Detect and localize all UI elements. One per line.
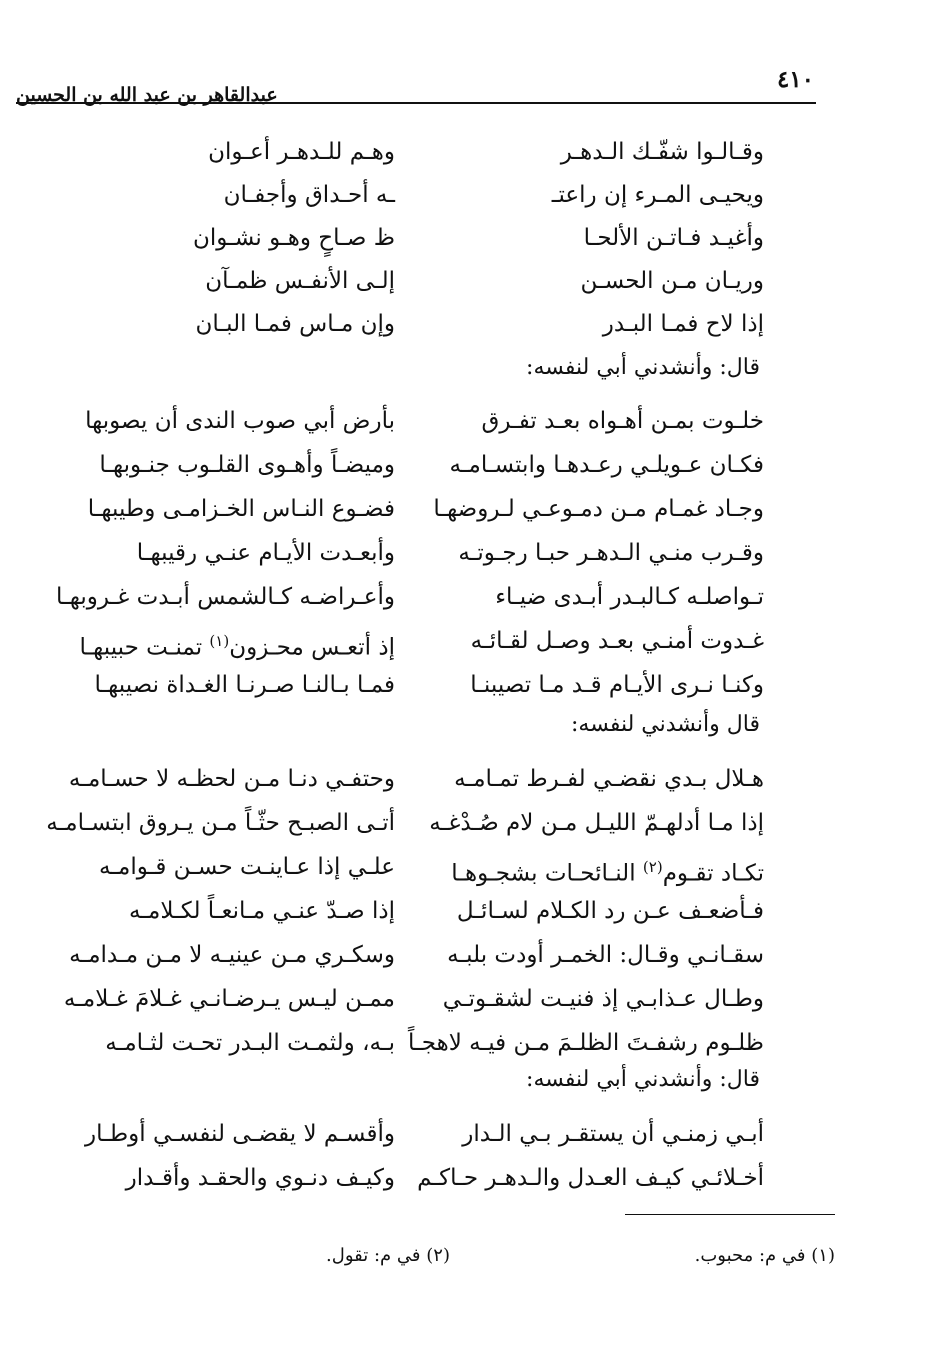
footnote-text: في م: تقول. xyxy=(326,1245,421,1266)
verse-first-hemistich: غـدوت أمنـي بعـد وصـل لقـائـه xyxy=(470,628,764,654)
verse-second-hemistich: إذا صـدّ عنـي مـانعـاً لكـلامـه xyxy=(128,898,395,924)
verse xyxy=(0,618,950,664)
verse-first-hemistich: وريـان مـن الحسـن xyxy=(580,268,764,294)
verse-second-hemistich: وميضـاً وأهـوى القلـوب جنـوبهـا xyxy=(99,452,395,478)
verse xyxy=(0,574,950,620)
verse xyxy=(0,1111,950,1157)
verse-second-hemistich: بـه، ولثمـت البـدر تحـت لثـامـه xyxy=(105,1030,395,1056)
hemistich-text: تمنـت حبيبهـا xyxy=(79,634,210,661)
verse-first-hemistich: وقـالـوا شفّـك الـدهـر xyxy=(560,139,764,165)
verse-second-hemistich: وكيـف دنـوي والحقـد وأقـدار xyxy=(125,1165,395,1191)
footnote-marker-2: (٢) xyxy=(642,858,663,876)
verse xyxy=(0,1020,950,1066)
verse-second-hemistich: إلـى الأنفـس ظمـآن xyxy=(205,268,395,294)
verse-first-hemistich: أبـي زمنـي أن يستقـر بـي الـدار xyxy=(462,1121,764,1147)
verse-first-hemistich: فكـان عـويلـي رعـدهـا وابتسـامـه xyxy=(449,452,764,478)
verse xyxy=(0,442,950,488)
verse-first-hemistich: فـأضعـف عـن رد الكـلام لسـائـل xyxy=(456,898,764,924)
verse-first-hemistich: إذا مـا أدلهـمّ الليـل مـن لام صُـدْغـه xyxy=(429,810,764,836)
verse-first-hemistich: تـواصلـه كـالبـدر أبـدى ضيـاء xyxy=(495,584,764,610)
poem-intro: قال: وأنشدني أبي لنفسه: xyxy=(526,1067,760,1092)
verse-first-hemistich: إذا لاح فمـا البـدر xyxy=(602,311,764,337)
verse-second-hemistich: وأعـراضـه كـالشمس أبـدت غـروبهـا xyxy=(56,584,395,610)
verse-first-hemistich: سقـانـي وقـال: الخمـر أودت بلبـه xyxy=(447,942,764,968)
verse xyxy=(0,844,950,890)
verse-first-hemistich: وكنـا نـرى الأيـام قـد مـا تصيبنـا xyxy=(470,672,764,698)
verse-first-hemistich: هـلال بـدي نقضـي لفـرط تمـامـه xyxy=(454,766,764,792)
verse-second-hemistich: وأبعـدت الأيـام عنـي رقيبهـا xyxy=(136,540,395,566)
footnote-divider xyxy=(625,1214,835,1215)
verse xyxy=(0,301,950,347)
verse xyxy=(0,1155,950,1201)
verse-first-hemistich: ويحيـى المـرء إن راعتـ xyxy=(551,182,764,208)
verse xyxy=(0,976,950,1022)
footnote-1 xyxy=(695,1242,835,1270)
verse-second-hemistich: بأرض أبي صوب الندى أن يصوبها xyxy=(85,408,395,434)
poem-intro: قال: وأنشدني أبي لنفسه: xyxy=(526,355,760,380)
poem-intro: قال وأنشدني لنفسه: xyxy=(571,712,760,737)
footnote-number: (١) xyxy=(811,1245,835,1266)
verse xyxy=(0,172,950,218)
verse-first-hemistich: خلـوت بمـن أهـواه بعـد تفـرق xyxy=(481,408,764,434)
verse-second-hemistich: وأقسـم لا يقضـى لنفسـي أوطـار xyxy=(85,1121,395,1147)
verse-second-hemistich: وهـم للـدهـر أعـوان xyxy=(208,139,395,165)
page-number: ٤١٠ xyxy=(776,66,814,93)
hemistich-text: إذ أتعـس محـزون xyxy=(229,634,395,661)
verse-second-hemistich: فضـوع النـاس الخـزامـى وطيبهـا xyxy=(87,496,395,522)
verse-first-hemistich: ظلـوم رشفـتَ الظلـمَ مـن فيـه لاهجـاً xyxy=(407,1030,764,1056)
verse xyxy=(0,215,950,261)
verse xyxy=(0,932,950,978)
verse xyxy=(0,888,950,934)
verse xyxy=(0,800,950,846)
verse xyxy=(0,756,950,802)
footnote-marker-1: (١) xyxy=(209,632,230,650)
verse-second-hemistich: فمـا بـالنـا صـرنـا الغـداة نصيبهـا xyxy=(94,672,395,698)
verse xyxy=(0,129,950,175)
verse-first-hemistich: وأغيـد فـاتـن الألحـا xyxy=(583,225,764,251)
verse-second-hemistich: وحتفـي دنـا مـن لحظـه لا حسـامـه xyxy=(68,766,395,792)
footnote-text: في م: محبوب. xyxy=(694,1245,806,1266)
verse xyxy=(0,530,950,576)
verse xyxy=(0,398,950,444)
verse-second-hemistich: علـي إذا عـاينـت حسـن قـوامـه xyxy=(98,854,395,880)
verse xyxy=(0,486,950,532)
verse xyxy=(0,662,950,708)
verse-second-hemistich: وسكـري مـن عينيـه لا مـن مـدامـه xyxy=(69,942,395,968)
verse-second-hemistich: وإن مـاس فمـا البـان xyxy=(195,311,395,337)
page-header xyxy=(16,62,816,104)
verse-second-hemistich: ممـن ليـس يـرضـانـي غـلامَ غـلامـه xyxy=(63,986,395,1012)
hemistich-text: تكـاد تقـوم xyxy=(662,860,764,887)
verse-first-hemistich: وجـاد غمـام مـن دمـوعـي لـروضهـا xyxy=(433,496,764,522)
verse-first-hemistich: وطـال عـذابـي إذ فنيـت لشقـوتـي xyxy=(442,986,764,1012)
footnote-number: (٢) xyxy=(426,1245,450,1266)
verse-second-hemistich: ظ صـاحٍ وهـو نشـوان xyxy=(192,225,395,251)
verse-second-hemistich: أتـى الصبـح حثّـاً مـن يـروق ابتسـامـه xyxy=(46,810,395,836)
verse xyxy=(0,258,950,304)
verse-first-hemistich: أخـلائـي كيـف العـدل والـدهـر حـاكـم xyxy=(417,1165,764,1191)
running-title: عبدالقاهر بن عبد الله بن الحسين xyxy=(16,84,278,106)
hemistich-text: النـائحـات بشجـوهـا xyxy=(451,860,643,887)
verse-second-hemistich: ـه أحـداق وأجفـان xyxy=(223,182,395,208)
footnote-2 xyxy=(326,1242,450,1270)
verse-first-hemistich: وقـرب منـي الـدهـر حبـا رجـوتـه xyxy=(458,540,764,566)
